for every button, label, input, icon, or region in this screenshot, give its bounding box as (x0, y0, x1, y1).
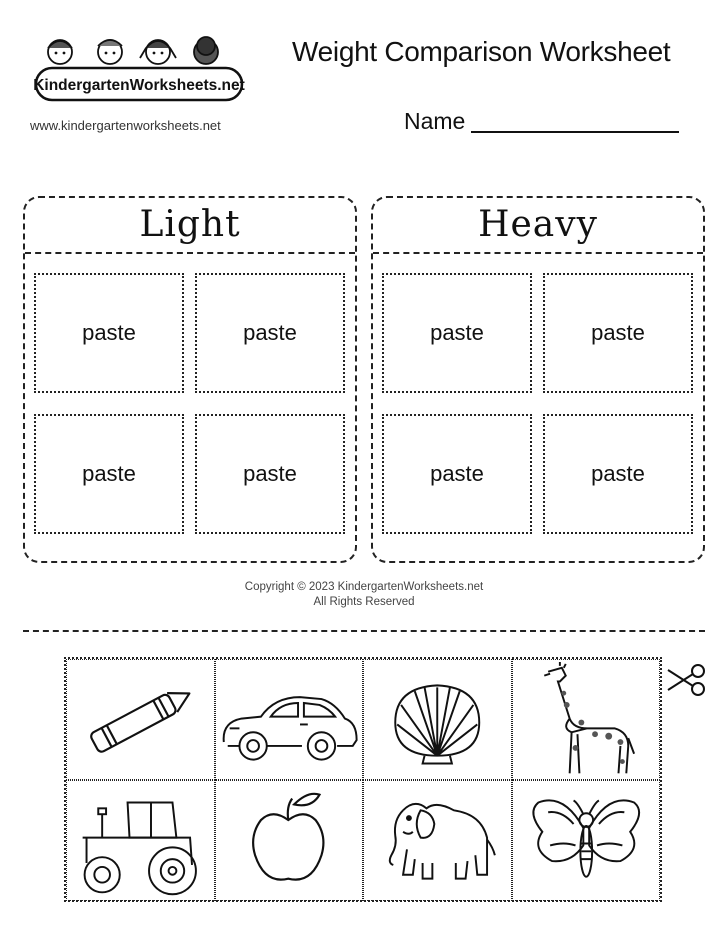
paste-label: paste (591, 461, 645, 486)
paste-label: paste (82, 320, 136, 345)
crayon-icon (67, 660, 214, 779)
tractor-icon (67, 781, 214, 900)
paste-label: paste (82, 461, 136, 486)
site-logo (30, 28, 248, 108)
name-label: Name (404, 108, 466, 134)
card-tractor[interactable] (66, 780, 215, 901)
light-heading: Light (25, 198, 355, 254)
card-butterfly[interactable] (512, 780, 661, 901)
seashell-icon (364, 660, 511, 779)
copyright (0, 580, 728, 610)
apple-icon (216, 781, 363, 900)
card-seashell[interactable] (363, 659, 512, 780)
heavy-panel (371, 196, 705, 563)
paste-slot[interactable] (34, 414, 184, 534)
card-crayon[interactable] (66, 659, 215, 780)
paste-label: paste (243, 320, 297, 345)
card-elephant[interactable] (363, 780, 512, 901)
scissors-icon (664, 660, 708, 700)
paste-slot[interactable] (543, 273, 693, 393)
copyright-line: Copyright © 2023 KindergartenWorksheets.net (244, 581, 484, 593)
cutout-cards (64, 657, 662, 902)
rights-line: All Rights Reserved (313, 596, 415, 608)
paste-slot[interactable] (382, 414, 532, 534)
elephant-icon (364, 781, 511, 900)
light-panel (23, 196, 357, 563)
card-car[interactable] (215, 659, 364, 780)
butterfly-icon (513, 781, 660, 900)
worksheet-title: Weight Comparison Worksheet (292, 36, 671, 67)
paste-slot[interactable] (195, 273, 345, 393)
car-icon (216, 660, 363, 779)
logo-text: KindergartenWorksheets.net (33, 77, 245, 94)
paste-label: paste (430, 320, 484, 345)
card-apple[interactable] (215, 780, 364, 901)
paste-slot[interactable] (382, 273, 532, 393)
heavy-heading: Heavy (373, 198, 703, 254)
giraffe-icon (513, 660, 660, 779)
paste-slot[interactable] (34, 273, 184, 393)
name-field-line[interactable] (471, 131, 679, 133)
paste-slot[interactable] (195, 414, 345, 534)
paste-label: paste (243, 461, 297, 486)
paste-label: paste (430, 461, 484, 486)
paste-slot[interactable] (543, 414, 693, 534)
paste-label: paste (591, 320, 645, 345)
card-giraffe[interactable] (512, 659, 661, 780)
cut-line (23, 630, 705, 632)
site-url: www.kindergartenworksheets.net (30, 118, 221, 133)
